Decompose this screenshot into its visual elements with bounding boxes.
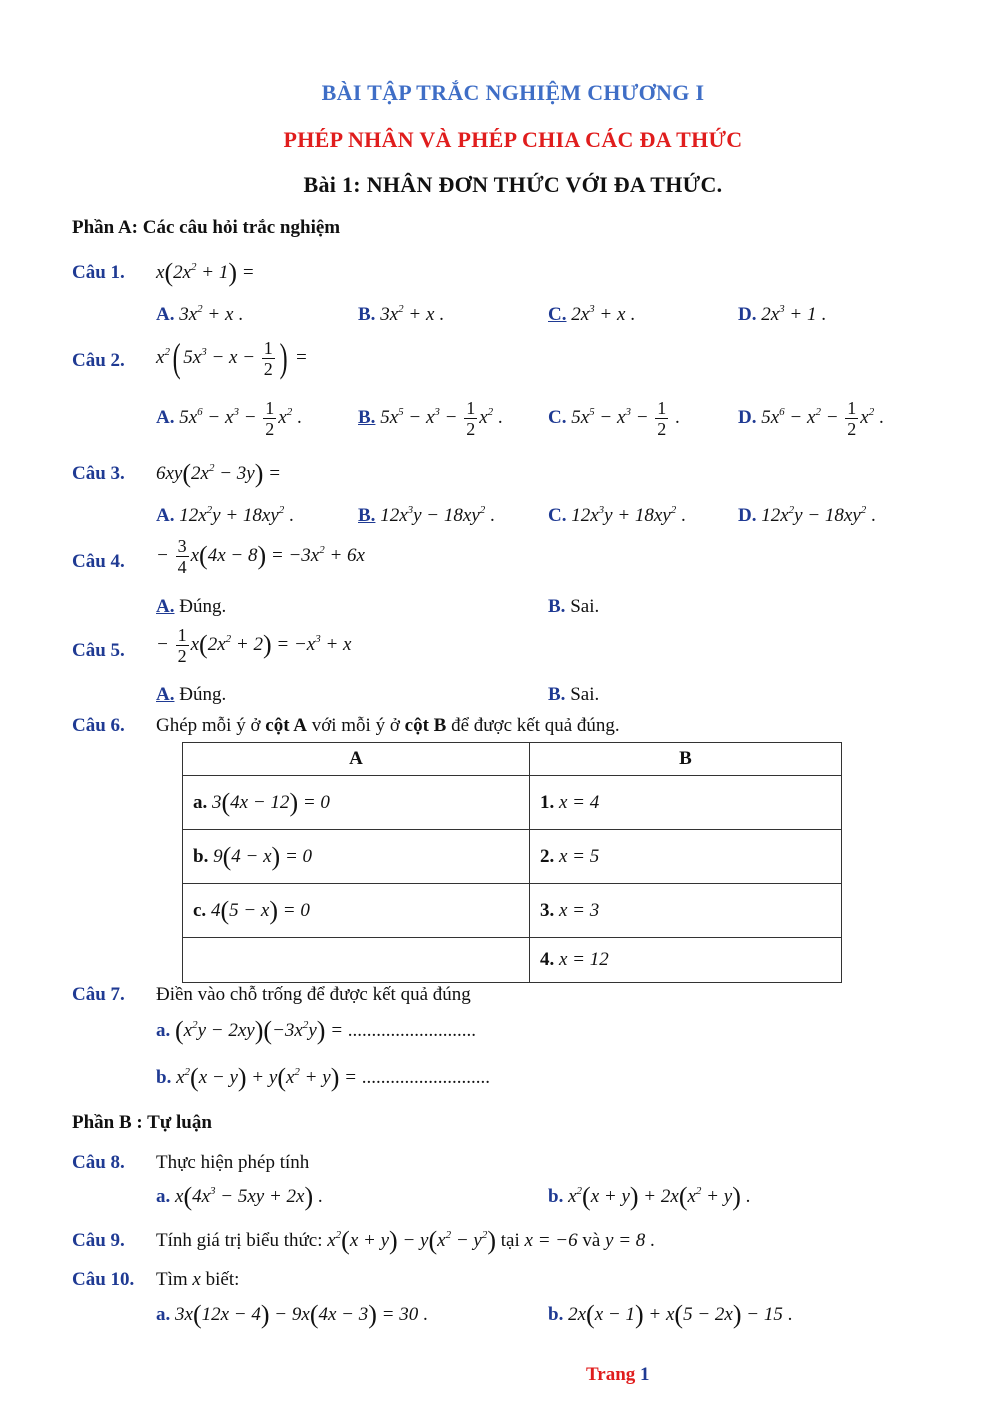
question-3-number: Câu 3. (72, 463, 125, 484)
title-line-3: Bài 1: NHÂN ĐƠN THỨC VỚI ĐA THỨC. (303, 172, 723, 197)
question-7-text: Điền vào chỗ trống để được kết quả đúng (156, 984, 471, 1005)
question-2-option-a[interactable]: A. $5x^6 - x^3$ − $\frac{1}{2}$ $x^2$ . (156, 398, 302, 439)
question-1-option-a[interactable]: A. $3x^2 + x$ . (156, 303, 243, 325)
table-cell-b[interactable]: 1. x = 4 (530, 776, 842, 830)
question-5-number: Câu 5. (72, 640, 125, 661)
question-2-option-d[interactable]: D. $5x^6 - x^2$ − $\frac{1}{2}$ $x^2$ . (738, 398, 884, 439)
question-8-item-b[interactable]: b. $x^2(x + y) + 2x(x^2 + y)$ . (548, 1182, 751, 1211)
question-2-number: Câu 2. (72, 350, 125, 371)
table-row (183, 830, 842, 884)
page-number: 1 (640, 1364, 650, 1385)
question-5-expression: − $\frac{1}{2}$ $x(2x^2 + 2) = -x^3 + x$ (156, 625, 352, 666)
question-4-option-b[interactable]: B. Sai. (548, 596, 600, 617)
question-4-expression: − $\frac{3}{4}$ $x(4x - 8) = -3x^2 + 6x$ (156, 536, 365, 577)
table-row (183, 884, 842, 938)
question-1-option-c[interactable]: C. $2x^3 + x$ . (548, 303, 635, 325)
question-3-option-c[interactable]: C. $12x^3y + 18xy^2$ . (548, 504, 686, 526)
question-1-number: Câu 1. (72, 262, 125, 283)
part-b-heading: Phần B : Tự luận (72, 1112, 212, 1133)
question-7-number: Câu 7. (72, 984, 125, 1005)
table-row (183, 776, 842, 830)
table-cell-b[interactable]: 2. x = 5 (530, 830, 842, 884)
question-9-number: Câu 9. (72, 1230, 125, 1251)
question-4-option-a[interactable]: A. Đúng. (156, 596, 227, 617)
table-cell-a[interactable]: a. 3(4x − 12) = 0 (183, 776, 530, 830)
question-1-expression: $x(2x^2 + 1)$ = (156, 258, 255, 287)
question-5-option-a[interactable]: A. Đúng. (156, 684, 227, 705)
table-cell-a[interactable]: c. 4(5 − x) = 0 (183, 884, 530, 938)
question-7-item-b[interactable]: b. $x^2(x - y) + y(x^2 + y)$ = ........................... (156, 1063, 490, 1092)
question-10-text: Tìm x biết: (156, 1269, 240, 1290)
table-cell-a[interactable]: b. 9(4 − x) = 0 (183, 830, 530, 884)
title-line-2: PHÉP NHÂN VÀ PHÉP CHIA CÁC ĐA THỨC (283, 127, 743, 152)
part-a-heading: Phần A: Các câu hỏi trắc nghiệm (72, 217, 341, 238)
title-line-1: BÀI TẬP TRẮC NGHIỆM CHƯƠNG I (321, 80, 705, 105)
question-2-expression: $x^2$( $5x^3 - x$ − $\frac{1}{2}$ ) = (156, 335, 308, 380)
question-1-option-b[interactable]: B. $3x^2 + x$ . (358, 303, 444, 325)
question-10-item-b[interactable]: b. 2x(x − 1) + x(5 − 2x) − 15 . (548, 1300, 793, 1329)
question-6-number: Câu 6. (72, 715, 125, 736)
table-header-a: A (183, 743, 530, 776)
table-row (183, 938, 842, 983)
question-7-item-a[interactable]: a. $(x^2y - 2xy)(-3x^2y)$ = ........................... (156, 1016, 477, 1045)
question-4-number: Câu 4. (72, 551, 125, 572)
question-8-text: Thực hiện phép tính (156, 1152, 310, 1173)
table-cell-b[interactable]: 3. x = 3 (530, 884, 842, 938)
question-3-option-b[interactable]: B. $12x^3y - 18xy^2$ . (358, 504, 495, 526)
question-8-item-a[interactable]: a. $x(4x^3 - 5xy + 2x)$ . (156, 1182, 323, 1211)
question-10-number: Câu 10. (72, 1269, 135, 1290)
question-6-text: Ghép mỗi ý ở cột A với mỗi ý ở cột B để được kết quả đúng. (156, 715, 620, 736)
page-footer: Trang 1 (586, 1364, 650, 1385)
question-2-option-c[interactable]: C. $5x^5 - x^3$ − $\frac{1}{2}$ . (548, 398, 680, 439)
question-8-number: Câu 8. (72, 1152, 125, 1173)
question-2-option-b[interactable]: B. $5x^5 - x^3$ − $\frac{1}{2}$ $x^2$ . (358, 398, 503, 439)
question-1-option-d[interactable]: D. $2x^3 + 1$ . (738, 303, 826, 325)
question-10-item-a[interactable]: a. 3x(12x − 4) − 9x(4x − 3) = 30 . (156, 1300, 428, 1329)
question-3-option-d[interactable]: D. $12x^2y - 18xy^2$ . (738, 504, 876, 526)
table-cell-a[interactable] (183, 938, 530, 983)
table-header-b: B (530, 743, 842, 776)
question-3-expression: $6xy(2x^2 - 3y)$ = (156, 459, 281, 488)
table-cell-b[interactable]: 4. x = 12 (530, 938, 842, 983)
matching-table (182, 742, 842, 983)
question-9-text: Tính giá trị biểu thức: $x^2(x + y) - y(x^2 - y^2)$ tại x = −6 và y = 8 . (156, 1226, 655, 1255)
question-3-option-a[interactable]: A. $12x^2y + 18xy^2$ . (156, 504, 294, 526)
question-5-option-b[interactable]: B. Sai. (548, 684, 600, 705)
